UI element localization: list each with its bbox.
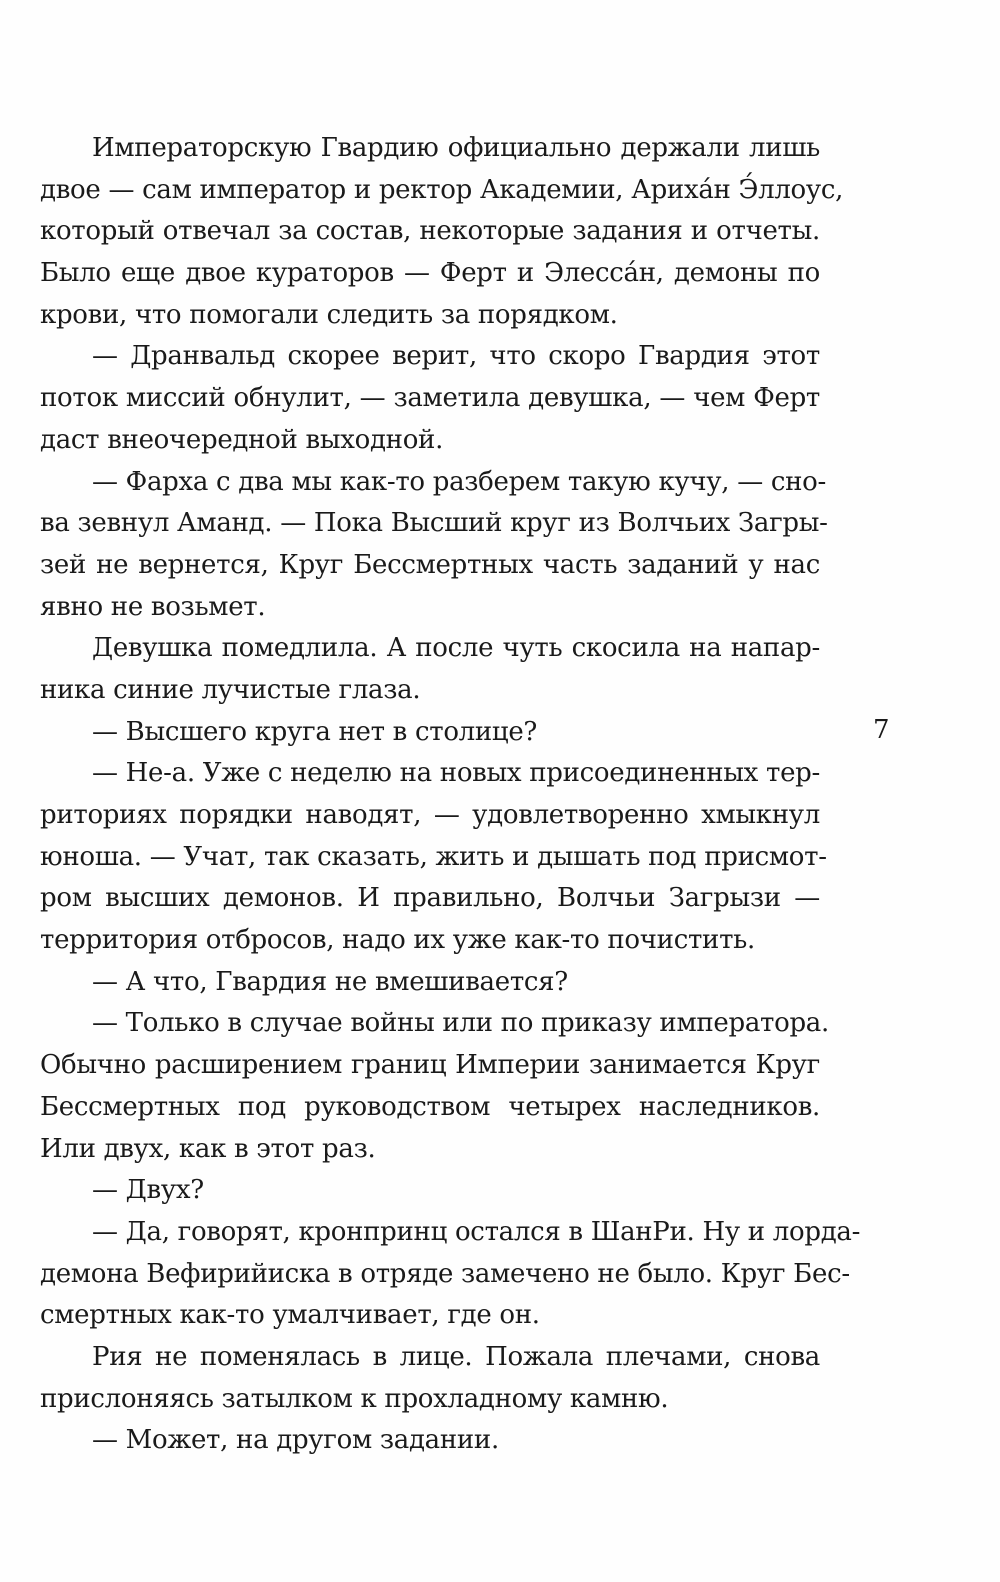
text-line: явно не возьмет. — [40, 591, 266, 622]
text-line: Девушка помедлила. А после чуть скосила на напар- — [92, 633, 820, 664]
body-text — [40, 128, 861, 1462]
text-line: ника синие лучистые глаза. — [40, 674, 421, 705]
text-line: поток миссий обнулит, — заметила девушка, — чем Ферт — [40, 383, 820, 414]
text-line: прислоняясь затылком к прохладному камню. — [40, 1383, 669, 1414]
text-line: ром высших демонов. И правильно, Волчьи Загрызи — — [40, 883, 820, 914]
text-line: — Двух? — [92, 1175, 204, 1206]
text-line: Или двух, как в этот раз. — [40, 1133, 376, 1164]
text-line: Императорскую Гвардию официально держали лишь — [92, 133, 820, 163]
text-line: Было еще двое кураторов — Ферт и Элессáн, демоны по — [40, 258, 820, 289]
text-line: — Только в случае войны или по приказу императора. — [92, 1008, 829, 1039]
text-line: Обычно расширением границ Империи занимается Круг — [40, 1050, 820, 1081]
text-line: — Не-а. Уже с неделю на новых присоединенных тер- — [92, 758, 820, 789]
text-line: Рия не поменялась в лице. Пожала плечами, снова — [92, 1341, 820, 1372]
text-line: — А что, Гвардия не вмешивается? — [92, 966, 568, 997]
text-line: территория отбросов, надо их уже как-то почистить. — [40, 925, 755, 956]
text-line: — Да, говорят, кронпринц остался в ШанРи. Ну и лорда- — [92, 1216, 861, 1247]
text-line: Бессмертных под руководством четырех наследников. — [40, 1091, 820, 1122]
text-line: — Высшего круга нет в столице? — [92, 716, 538, 747]
text-line: риториях порядки наводят, — удовлетворенно хмыкнул — [40, 800, 820, 830]
text-line: двое — сам император и ректор Академии, Арихáн Э́ллоус, — [40, 174, 844, 205]
text-line: крови, что помогали следить за порядком. — [40, 299, 618, 330]
text-line: смертных как-то умалчивает, где он. — [40, 1300, 540, 1331]
text-line: который отвечал за состав, некоторые задания и отчеты. — [40, 216, 820, 247]
text-line: — Фарха с два мы как-то разберем такую кучу, — сно- — [92, 466, 827, 497]
page-number: 7 — [873, 715, 890, 745]
text-line: — Может, на другом задании. — [92, 1425, 499, 1456]
text-line: — Дранвальд скорее верит, что скоро Гвардия этот — [92, 341, 820, 372]
text-line: зей не вернется, Круг Бессмертных часть заданий у нас — [40, 549, 820, 580]
text-line: ва зевнул Аманд. — Пока Высший круг из Волчьих Загры- — [40, 508, 828, 539]
text-line: юноша. — Учат, так сказать, жить и дышать под присмот- — [40, 841, 827, 872]
text-line: даст внеочередной выходной. — [40, 424, 444, 455]
text-line: демона Вефирийиска в отряде замечено не было. Круг Бес- — [40, 1258, 850, 1289]
